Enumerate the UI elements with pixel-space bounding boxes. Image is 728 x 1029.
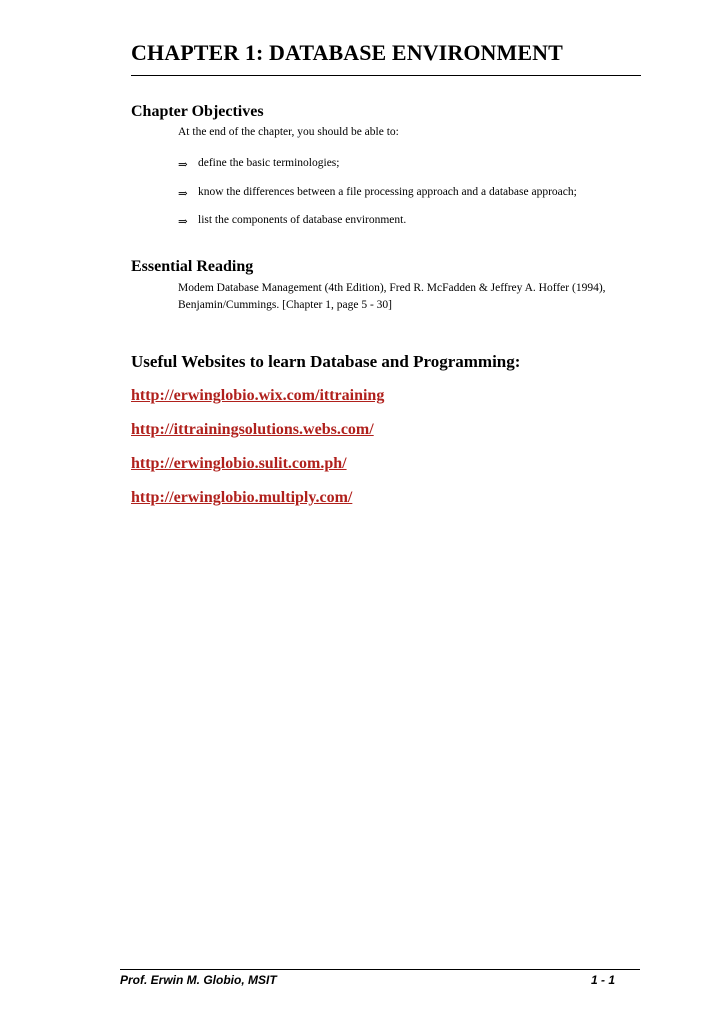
- website-link[interactable]: http://erwinglobio.multiply.com/: [131, 489, 353, 506]
- reading-heading: Essential Reading: [131, 258, 254, 275]
- reading-line-1: Modem Database Management (4th Edition), Fred R. McFadden & Jeffrey A. Hoffer (1994),: [178, 282, 606, 294]
- arrow-icon: ⇒: [178, 216, 188, 228]
- page-number: 1 - 1: [591, 973, 616, 987]
- objective-text: know the differences between a file processing approach and a database approach;: [198, 186, 577, 198]
- website-link[interactable]: http://erwinglobio.wix.com/ittraining: [131, 387, 385, 404]
- website-link[interactable]: http://ittrainingsolutions.webs.com/: [131, 421, 374, 438]
- objective-item: [178, 157, 339, 171]
- objectives-heading: Chapter Objectives: [131, 103, 264, 120]
- reading-line-2: Benjamin/Cummings. [Chapter 1, page 5 - 30]: [178, 299, 392, 311]
- websites-heading: Useful Websites to learn Database and Programming:: [131, 352, 521, 371]
- objective-item: [178, 214, 406, 228]
- chapter-title: CHAPTER 1: DATABASE ENVIRONMENT: [131, 40, 563, 65]
- objectives-intro: At the end of the chapter, you should be able to:: [178, 126, 399, 138]
- arrow-icon: ⇒: [178, 159, 188, 171]
- footer-author: Prof. Erwin M. Globio, MSIT: [120, 973, 277, 987]
- title-divider: [131, 75, 641, 76]
- arrow-icon: ⇒: [178, 188, 188, 200]
- objective-text: list the components of database environment.: [198, 214, 407, 226]
- footer-divider: [120, 969, 640, 970]
- objective-item: [178, 186, 577, 200]
- objective-text: define the basic terminologies;: [198, 157, 340, 169]
- website-link[interactable]: http://erwinglobio.sulit.com.ph/: [131, 455, 347, 472]
